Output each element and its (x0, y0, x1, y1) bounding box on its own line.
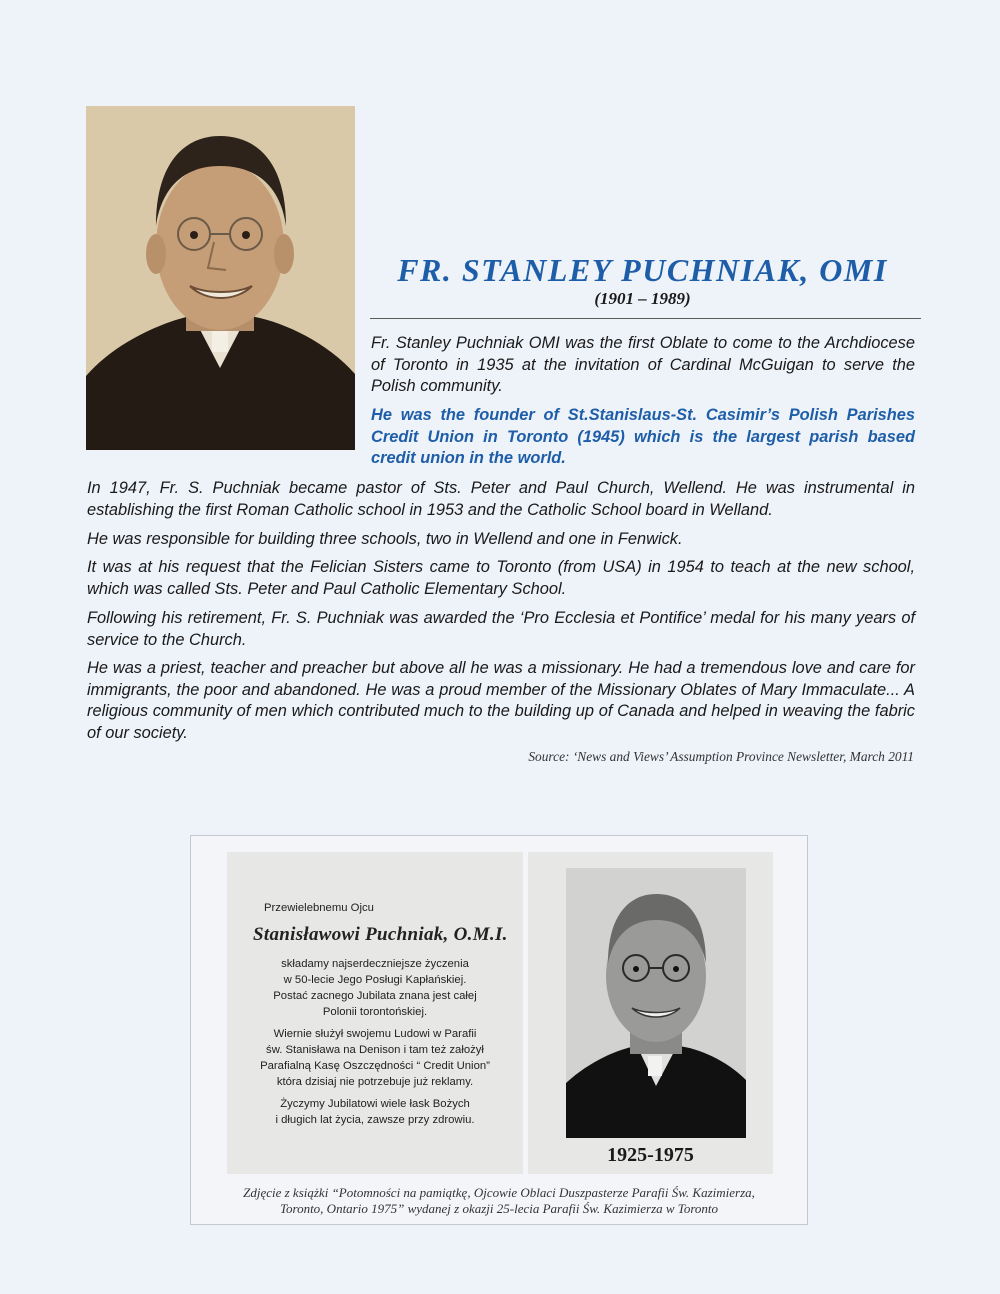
page-title: FR. STANLEY PUCHNIAK, OMI (397, 252, 888, 288)
card-recipient-name: Stanisławowi Puchniak, O.M.I. (253, 924, 508, 945)
bio-paragraph-missionary: He was a priest, teacher and preacher but above all he was a missionary. He had a tremendous love and care for immigrants, the poor and abandoned. He was a proud member of the Missionary Oblates of Mary Immaculate... A religious community of men which contributed much to the building up of Canada and helped in weaving the fabric of our society. (87, 659, 915, 742)
card-line: składamy najserdeczniejsze życzenia (281, 958, 469, 970)
bio-paragraph-pastor: In 1947, Fr. S. Puchniak became pastor of Sts. Peter and Paul Church, Wellend. He was instrumental in establishing the first Roman Catholic school in 1953 and the Catholic School board in Welland. (87, 479, 915, 519)
bio-paragraph-felician: It was at his request that the Felician Sisters came to Toronto (from USA) in 1954 to teach at the new school, which was called Sts. Peter and Paul Catholic Elementary School. (87, 558, 915, 598)
bio-paragraph-medal: Following his retirement, Fr. S. Puchniak was awarded the ‘Pro Ecclesia et Pontifice’ medal for his many years of service to the Church. (87, 609, 915, 649)
title-divider (370, 318, 921, 319)
card-caption (190, 1185, 808, 1217)
bio-paragraph-schools: He was responsible for building three schools, two in Wellend and one in Fenwick. (87, 530, 683, 548)
jubilee-dates: 1925-1975 (607, 1144, 694, 1166)
life-years: (1901 – 1989) (594, 289, 691, 308)
card-line: i długich lat życia, zawsze przy zdrowiu. (275, 1114, 475, 1126)
bio-paragraph-intro: Fr. Stanley Puchniak OMI was the first Oblate to come to the Archdiocese of Toronto in 1935 at the invitation of Cardinal McGuigan to serve the Polish community. (371, 334, 915, 395)
bio-paragraph-credit-union: He was the founder of St.Stanislaus-St. Casimir’s Polish Parishes Credit Union in Toronto (1945) which is the largest parish based credit union in the world. (371, 406, 915, 467)
card-line: Polonii torontońskiej. (322, 1006, 428, 1018)
card-line: która dzisiaj nie potrzebuje już reklamy. (276, 1076, 474, 1088)
card-line: Życzymy Jubilatowi wiele łask Bożych (280, 1098, 470, 1110)
priest-portrait-photo (86, 106, 355, 450)
card-line: Wiernie służył swojemu Ludowi w Parafii (273, 1028, 477, 1040)
card-line: Parafialną Kasę Oszczędności “ Credit Union” (260, 1060, 490, 1072)
card-line: św. Stanisława na Denison i tam też założył (266, 1044, 484, 1056)
card-caption-line-1: Zdjęcie z książki “Potomności na pamiątkę, Ojcowie Oblaci Duszpasterze Parafii Św. Kazimierza, (243, 1185, 755, 1200)
jubilee-portrait-photo (566, 868, 746, 1138)
card-caption-line-2: Toronto, Ontario 1975” wydanej z okazji 25-lecia Parafii Św. Kazimierza w Toronto (279, 1201, 719, 1216)
card-line: Postać zacnego Jubilata znana jest całej (273, 990, 477, 1002)
card-line: w 50-lecie Jego Posługi Kapłańskiej. (283, 974, 467, 986)
card-greeting: Przewielebnemu Ojcu (264, 902, 374, 914)
source-citation: Source: ‘News and Views’ Assumption Province Newsletter, March 2011 (528, 749, 914, 764)
